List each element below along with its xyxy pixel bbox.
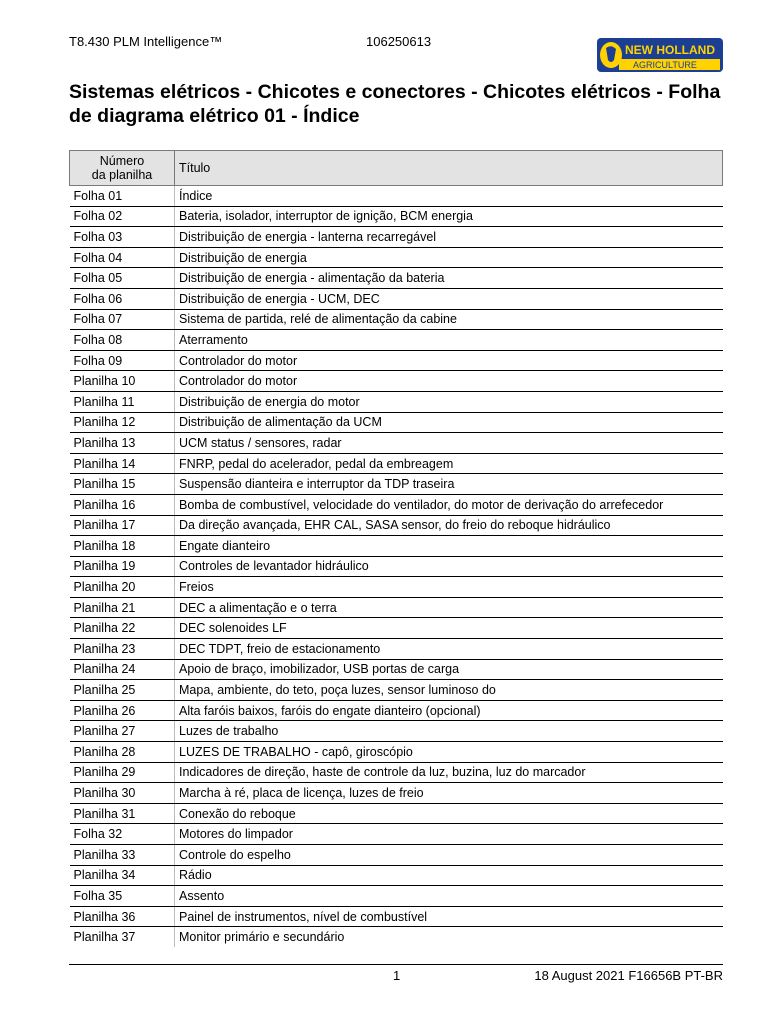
sheet-title-cell: DEC TDPT, freio de estacionamento (175, 639, 723, 660)
sheet-title-cell: Índice (175, 186, 723, 207)
sheet-title-cell: Monitor primário e secundário (175, 927, 723, 947)
column-header-sheet-number-text: Número da planilha (91, 154, 153, 182)
sheet-number-cell: Folha 35 (70, 886, 175, 907)
table-row (70, 186, 723, 207)
sheet-title-cell: Controles de levantador hidráulico (175, 556, 723, 577)
sheet-title-cell: Distribuição de energia - alimentação da bateria (175, 268, 723, 289)
sheet-title-cell: Motores do limpador (175, 824, 723, 845)
table-row (70, 247, 723, 268)
sheet-number-cell: Planilha 34 (70, 865, 175, 886)
sheet-title-cell: Distribuição de alimentação da UCM (175, 412, 723, 433)
sheet-number-cell: Planilha 24 (70, 659, 175, 680)
sheet-number-cell: Folha 02 (70, 206, 175, 227)
sheet-title-cell: Painel de instrumentos, nível de combustível (175, 906, 723, 927)
sheet-number-cell: Planilha 19 (70, 556, 175, 577)
table-row (70, 721, 723, 742)
sheet-number-cell: Planilha 27 (70, 721, 175, 742)
sheet-number-cell: Planilha 18 (70, 536, 175, 557)
sheet-title-cell: DEC solenoides LF (175, 618, 723, 639)
sheet-number-cell: Planilha 11 (70, 391, 175, 412)
sheet-title-cell: Distribuição de energia - lanterna recarregável (175, 227, 723, 248)
table-row (70, 659, 723, 680)
table-row (70, 494, 723, 515)
table-row (70, 453, 723, 474)
sheet-number-cell: Folha 09 (70, 350, 175, 371)
sheet-title-cell: Controlador do motor (175, 350, 723, 371)
table-row (70, 350, 723, 371)
sheet-number-cell: Folha 07 (70, 309, 175, 330)
table-row (70, 330, 723, 351)
table-row (70, 618, 723, 639)
sheet-number-cell: Folha 01 (70, 186, 175, 207)
sheet-title-cell: DEC a alimentação e o terra (175, 597, 723, 618)
sheet-title-cell: Suspensão dianteira e interruptor da TDP traseira (175, 474, 723, 495)
column-header-sheet-number (70, 151, 175, 186)
header-product: T8.430 PLM Intelligence™ (69, 34, 223, 49)
sheet-number-cell: Planilha 31 (70, 803, 175, 824)
sheet-title-cell: Da direção avançada, EHR CAL, SASA sensor, do freio do reboque hidráulico (175, 515, 723, 536)
sheet-number-cell: Folha 08 (70, 330, 175, 351)
logo-sub: AGRICULTURE (633, 60, 697, 70)
new-holland-logo (597, 38, 723, 72)
sheet-title-cell: Controlador do motor (175, 371, 723, 392)
sheet-number-cell: Planilha 36 (70, 906, 175, 927)
table-row (70, 412, 723, 433)
sheet-title-cell: Rádio (175, 865, 723, 886)
sheet-number-cell: Planilha 15 (70, 474, 175, 495)
sheet-title-cell: Aterramento (175, 330, 723, 351)
sheet-title-cell: Engate dianteiro (175, 536, 723, 557)
sheet-title-cell: Indicadores de direção, haste de controle da luz, buzina, luz do marcador (175, 762, 723, 783)
table-row (70, 577, 723, 598)
sheet-title-cell: UCM status / sensores, radar (175, 433, 723, 454)
table-row (70, 536, 723, 557)
sheet-number-cell: Folha 32 (70, 824, 175, 845)
table-row (70, 371, 723, 392)
sheet-title-cell: Conexão do reboque (175, 803, 723, 824)
table-row (70, 906, 723, 927)
sheet-title-cell: Distribuição de energia do motor (175, 391, 723, 412)
sheet-title-cell: Mapa, ambiente, do teto, poça luzes, sensor luminoso do (175, 680, 723, 701)
table-row (70, 824, 723, 845)
sheet-index-table (69, 150, 723, 947)
table-row (70, 742, 723, 763)
logo-brand: NEW HOLLAND (625, 43, 715, 57)
sheet-number-cell: Planilha 22 (70, 618, 175, 639)
sheet-title-cell: Alta faróis baixos, faróis do engate dianteiro (opcional) (175, 700, 723, 721)
table-row (70, 803, 723, 824)
sheet-number-cell: Planilha 33 (70, 845, 175, 866)
sheet-title-cell: Controle do espelho (175, 845, 723, 866)
table-row (70, 227, 723, 248)
sheet-number-cell: Planilha 14 (70, 453, 175, 474)
sheet-number-cell: Planilha 28 (70, 742, 175, 763)
sheet-number-cell: Planilha 10 (70, 371, 175, 392)
sheet-number-cell: Planilha 21 (70, 597, 175, 618)
table-row (70, 865, 723, 886)
table-row (70, 309, 723, 330)
sheet-title-cell: Sistema de partida, relé de alimentação da cabine (175, 309, 723, 330)
table-row (70, 268, 723, 289)
table-row (70, 927, 723, 947)
sheet-title-cell: LUZES DE TRABALHO - capô, giroscópio (175, 742, 723, 763)
table-header-row (70, 151, 723, 186)
sheet-number-cell: Planilha 13 (70, 433, 175, 454)
sheet-number-cell: Planilha 30 (70, 783, 175, 804)
sheet-title-cell: Distribuição de energia (175, 247, 723, 268)
table-row (70, 700, 723, 721)
table-row (70, 762, 723, 783)
sheet-number-cell: Planilha 37 (70, 927, 175, 947)
sheet-title-cell: Bateria, isolador, interruptor de ignição, BCM energia (175, 206, 723, 227)
table-row (70, 391, 723, 412)
footer-page-number: 1 (393, 968, 401, 983)
page-title: Sistemas elétricos - Chicotes e conectores - Chicotes elétricos - Folha de diagrama elétrico 01 - Índice (69, 81, 721, 127)
sheet-title-cell: Freios (175, 577, 723, 598)
table-row (70, 680, 723, 701)
sheet-title-cell: Apoio de braço, imobilizador, USB portas de carga (175, 659, 723, 680)
table-row (70, 474, 723, 495)
sheet-title-cell: Bomba de combustível, velocidade do ventilador, do motor de derivação do arrefecedor (175, 494, 723, 515)
table-row (70, 206, 723, 227)
sheet-number-cell: Planilha 16 (70, 494, 175, 515)
table-row (70, 556, 723, 577)
sheet-number-cell: Planilha 25 (70, 680, 175, 701)
sheet-number-cell: Planilha 29 (70, 762, 175, 783)
sheet-title-cell: FNRP, pedal do acelerador, pedal da embreagem (175, 453, 723, 474)
table-row (70, 783, 723, 804)
footer-date-code: 18 August 2021 F16656B PT-BR (534, 968, 723, 983)
table-row (70, 288, 723, 309)
table-row (70, 433, 723, 454)
table-row (70, 845, 723, 866)
sheet-number-cell: Planilha 17 (70, 515, 175, 536)
sheet-number-cell: Planilha 26 (70, 700, 175, 721)
sheet-number-cell: Planilha 20 (70, 577, 175, 598)
sheet-number-cell: Folha 04 (70, 247, 175, 268)
header-doc-number: 106250613 (366, 34, 432, 49)
sheet-number-cell: Folha 05 (70, 268, 175, 289)
sheet-title-cell: Assento (175, 886, 723, 907)
sheet-number-cell: Planilha 12 (70, 412, 175, 433)
sheet-title-cell: Luzes de trabalho (175, 721, 723, 742)
sheet-number-cell: Folha 06 (70, 288, 175, 309)
table-row (70, 515, 723, 536)
table-row (70, 886, 723, 907)
sheet-number-cell: Planilha 23 (70, 639, 175, 660)
column-header-title: Título (175, 151, 723, 186)
table-row (70, 597, 723, 618)
table-row (70, 639, 723, 660)
footer-divider (69, 964, 723, 965)
sheet-number-cell: Folha 03 (70, 227, 175, 248)
sheet-title-cell: Distribuição de energia - UCM, DEC (175, 288, 723, 309)
sheet-title-cell: Marcha à ré, placa de licença, luzes de freio (175, 783, 723, 804)
